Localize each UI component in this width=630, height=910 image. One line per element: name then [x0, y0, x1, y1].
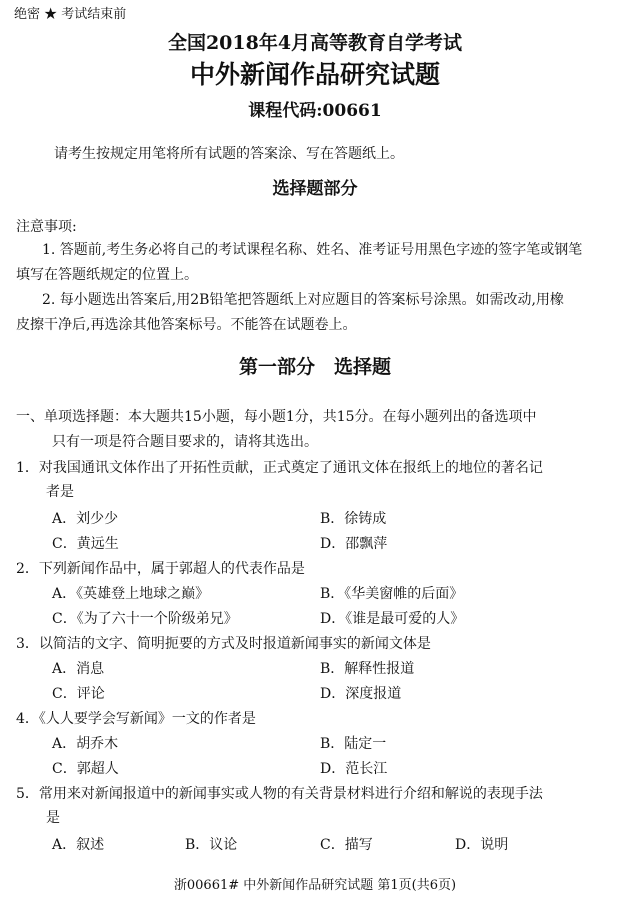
- notes-title: 注意事项:: [16, 219, 77, 235]
- instruction-text: 请考生按规定用笔将所有试题的答案涂、写在答题纸上。: [54, 146, 404, 162]
- question-1-option-c: C．黄远生: [52, 536, 119, 552]
- question-4-option-b: B．陆定一: [320, 736, 387, 752]
- section-heading: 选择题部分: [272, 179, 358, 199]
- question-2-option-c: C．《为了六十一个阶级弟兄》: [52, 611, 238, 627]
- question-5-option-c: C．描写: [320, 837, 373, 853]
- question-3-option-d: D．深度报道: [320, 686, 402, 702]
- question-4-option-c: C．郭超人: [52, 761, 119, 777]
- part-title: 第一部分 选择题: [238, 356, 391, 378]
- question-1-option-d: D．邵飘萍: [320, 536, 388, 552]
- question-4-text: 4．《人人要学会写新闻》一文的作者是: [16, 711, 256, 727]
- question-3-option-a: A．消息: [52, 661, 105, 677]
- question-2-option-a: A．《英雄登上地球之巅》: [52, 586, 210, 602]
- question-2-option-b: B．《华美窗帷的后面》: [320, 586, 464, 602]
- confidential-label: 绝密 ★ 考试结束前: [14, 7, 127, 22]
- question-4-option-d: D．范长江: [320, 761, 388, 777]
- question-3-option-c: C．评论: [52, 686, 105, 702]
- note-1-line-1: 1. 答题前,考生务必将自己的考试课程名称、姓名、准考证号用黑色字迹的签字笔或钢笔: [42, 242, 583, 258]
- question-5-option-d: D．说明: [455, 837, 509, 853]
- question-1-option-b: B．徐铸成: [320, 511, 387, 527]
- question-1-option-a: A．刘少少: [52, 511, 119, 527]
- question-5-option-b: B．议论: [185, 837, 238, 853]
- question-5-text: 5．常用来对新闻报道中的新闻事实或人物的有关背景材料进行介绍和解说的表现手法: [16, 786, 543, 802]
- question-1-text: 1．对我国通讯文体作出了开拓性贡献，正式奠定了通讯文体在报纸上的地位的著名记: [16, 460, 543, 476]
- question-5-option-a: A．叙述: [52, 837, 105, 853]
- note-2-line-1: 2. 每小题选出答案后,用2B铅笔把答题纸上对应题目的答案标号涂黑。如需改动,用橡: [42, 292, 564, 308]
- note-2-line-2: 皮擦干净后,再选涂其他答案标号。不能答在试题卷上。: [16, 317, 357, 333]
- question-2-text: 2．下列新闻作品中，属于郭超人的代表作品是: [16, 561, 305, 577]
- page-footer: 浙00661# 中外新闻作品研究试题 第1页(共6页): [173, 878, 457, 893]
- question-2-option-d: D．《谁是最可爱的人》: [320, 611, 465, 627]
- paper-title: 中外新闻作品研究试题: [189, 60, 440, 89]
- exam-title: 全国2018年4月高等教育自学考试: [167, 32, 463, 54]
- question-3-text: 3．以简洁的文字、简明扼要的方式及时报道新闻事实的新闻文体是: [16, 636, 431, 652]
- question-3-option-b: B．解释性报道: [320, 661, 415, 677]
- note-1-line-2: 填写在答题纸规定的位置上。: [16, 267, 198, 283]
- section-intro-line-1: 一、单项选择题：本大题共15小题，每小题1分，共15分。在每小题列出的备选项中: [16, 409, 537, 425]
- section-intro-line-2: 只有一项是符合题目要求的，请将其选出。: [52, 434, 318, 450]
- course-code: 课程代码:00661: [248, 101, 382, 121]
- question-4-option-a: A．胡乔木: [52, 736, 119, 752]
- question-1-text-cont: 者是: [46, 484, 74, 500]
- question-5-text-cont: 是: [46, 810, 60, 826]
